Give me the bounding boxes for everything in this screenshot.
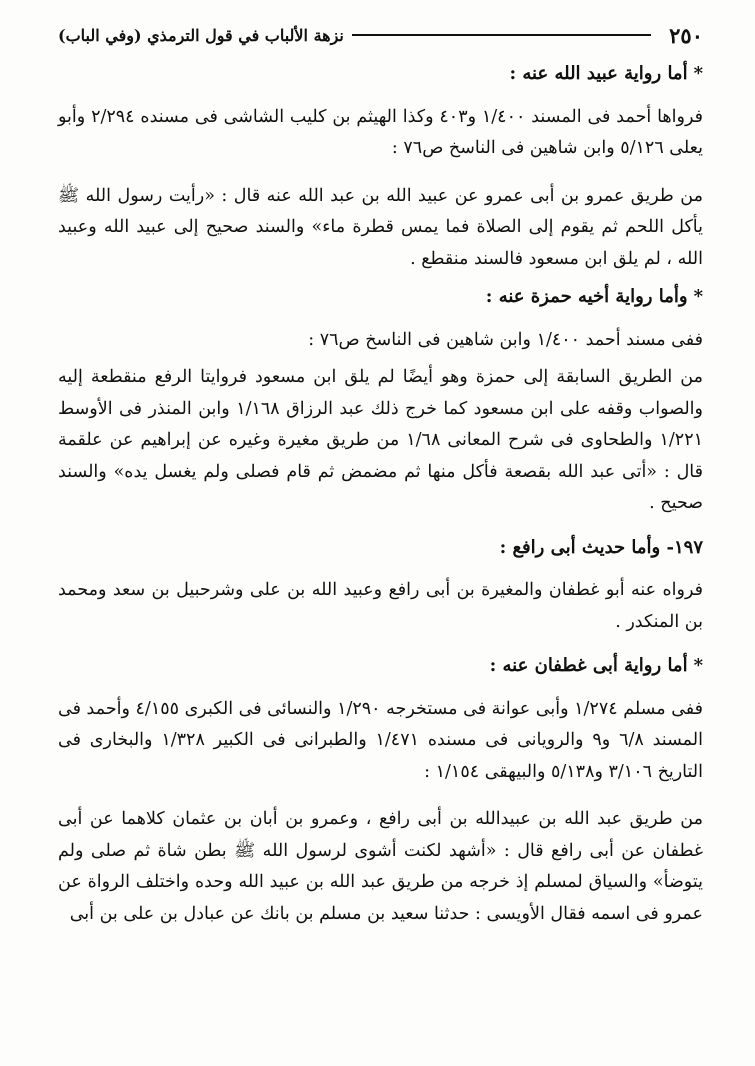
page-header bbox=[58, 22, 703, 48]
paragraph: فرواه عنه أبو غطفان والمغيرة بن أبى رافع وعبيد الله بن على وشرحبيل بن سعد ومحمد بن المنكدر . bbox=[58, 580, 703, 632]
section-heading bbox=[58, 532, 703, 564]
paragraph: ففى مسلم ١/٢٧٤ وأبى عوانة فى مستخرجه ١/٢٩٠ والنسائى فى الكبرى ٤/١٥٥ وأحمد فى المسند ٦/٨ و٩ والرويانى فى مسنده ١/٤٧١ والطبرانى فى الكبير ١/٣٢٨ والبخارى فى التاريخ ٣/١٠٦ و٥/١٣٨ والبيهقى ١/١٥٤ : bbox=[58, 698, 704, 782]
heading-marker: * bbox=[693, 286, 703, 307]
paragraph: من الطريق السابقة إلى حمزة وهو أيضًا لم يلق ابن مسعود فروايتا الرفع منقطعة إليه والصواب وقفه على ابن مسعود كما خرج ذلك عبد الرزاق ١/١٦٨ وابن المنذر فى الأوسط ١/٢٢١ والطحاوى فى شرح المعانى ١/٦٨ من طريق مغيرة وغيره عن إبراهيم عن علقمة قال : «أتى عبد الله بقصعة فأكل منها ثم مضمض ثم قام فصلى ولم يغسل يده» والسند صحيح . bbox=[58, 367, 703, 513]
heading-text: وأما رواية أخيه حمزة عنه : bbox=[485, 286, 688, 307]
paragraph: من طريق عبد الله بن عبيدالله بن أبى رافع ، وعمرو بن أبان بن عثمان كلاهما عن أبى غطفان عن أبى رافع قال : «أشهد لكنت أشوى لرسول الله ﷺ بطن شاة ثم صلى ولم يتوضأ» والسياق لمسلم إذ خرجه من طريق عبد الله بن عبيد الله وحده واختلف الرواة عن عمرو فى اسمه فقال الأويسى : حدثنا سعيد بن مسلم بن بانك عن عبادل بن على بن أبى bbox=[58, 809, 703, 924]
paragraph: ففى مسند أحمد ١/٤٠٠ وابن شاهين فى الناسخ ص٧٦ : bbox=[308, 329, 703, 350]
heading-marker: * bbox=[693, 63, 703, 84]
heading-text: ١٩٧- وأما حديث أبى رافع : bbox=[499, 536, 703, 558]
section-heading bbox=[58, 650, 703, 682]
running-title: نزهة الألباب في قول الترمذي (وفي الباب) bbox=[58, 25, 344, 45]
heading-text: أما رواية عبيد الله عنه : bbox=[509, 63, 688, 84]
section-heading bbox=[58, 58, 703, 90]
section-heading bbox=[58, 281, 703, 313]
page-number: ٢٥٠ bbox=[669, 22, 703, 48]
header-rule bbox=[352, 34, 651, 36]
heading-marker: * bbox=[693, 655, 703, 676]
paragraph: من طريق عمرو بن أبى عمرو عن عبيد الله بن عبد الله عنه قال : «رأيت رسول الله ﷺ يأكل اللحم ثم يقوم إلى الصلاة فما يمس قطرة ماء» والسند صحيح إلى عبيد الله وعبيد الله ، لم يلق ابن مسعود فالسند منقطع . bbox=[58, 185, 703, 269]
paragraph: فرواها أحمد فى المسند ١/٤٠٠ و٤٠٣ وكذا الهيثم بن كليب الشاشى فى مسنده ٢/٢٩٤ وأبو يعلى ٥/١٢٦ وابن شاهين فى الناسخ ص٧٦ : bbox=[58, 106, 703, 158]
heading-text: أما رواية أبى غطفان عنه : bbox=[489, 655, 688, 676]
